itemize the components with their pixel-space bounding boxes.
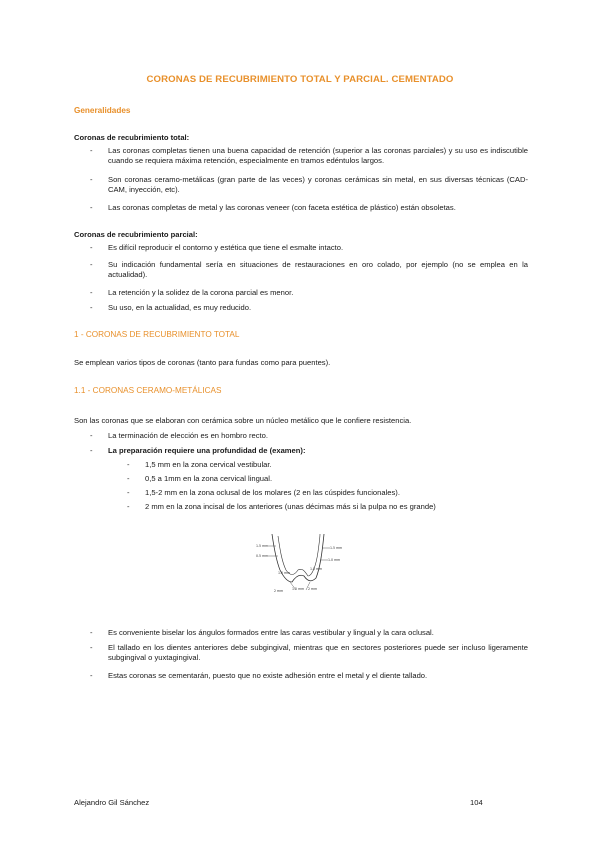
total-item-1: Las coronas completas tienen una buena capacidad de retención (superior a las coronas parciales) y su uso es indiscutible cuando se requiera máxima retención, especialmente en tramos edéntulos largos.: [108, 146, 528, 165]
diagram-label: 1.5 mm: [310, 567, 323, 571]
bullet: -: [90, 243, 93, 252]
subitem-3: 1,5-2 mm en la zona oclusal de los molares (2 en las cúspides funcionales).: [145, 488, 400, 497]
total-heading: Coronas de recubrimiento total:: [74, 133, 190, 142]
section11-heading: 1.1 - CORONAS CERAMO-METÁLICAS: [74, 386, 222, 395]
tooth-preparation-diagram: [250, 530, 350, 600]
page-title: CORONAS DE RECUBRIMIENTO TOTAL Y PARCIAL. CEMENTADO: [146, 74, 454, 85]
section11-item-2: La preparación requiere una profundidad de (examen):: [108, 446, 306, 455]
bullet: -: [90, 288, 93, 297]
total-item-3: Las coronas completas de metal y las coronas veneer (con faceta estética de plástico) están obsoletas.: [108, 203, 456, 212]
bullet: -: [90, 146, 93, 155]
subitem-2: 0,5 a 1mm en la zona cervical lingual.: [145, 474, 273, 483]
parcial-item-3: La retención y la solidez de la corona parcial es menor.: [108, 288, 294, 297]
subitem-1: 1,5 mm en la zona cervical vestibular.: [145, 460, 272, 469]
diagram-label: 0.5 mm: [256, 554, 269, 558]
bullet: -: [90, 303, 93, 312]
bullet: -: [90, 175, 93, 184]
subitem-4: 2 mm en la zona incisal de los anteriores (unas décimas más si la pulpa no es grande): [145, 502, 436, 511]
diagram-label: 2 mm: [274, 589, 284, 593]
bullet: -: [90, 203, 93, 212]
bullet: -: [90, 671, 93, 680]
diagram-label: 1.5 mm: [256, 544, 269, 548]
parcial-item-4: Su uso, en la actualidad, es muy reducido.: [108, 303, 252, 312]
footer-author: Alejandro Gil Sánchez: [74, 798, 150, 807]
bullet: -: [90, 446, 93, 455]
bullet: -: [90, 431, 93, 440]
total-item-2: Son coronas ceramo-metálicas (gran parte de las veces) y coronas cerámicas sin metal, en sus diversas técnicas (CAD-CAM, inyección, etc).: [108, 175, 528, 194]
diagram-label: 1.5 mm: [278, 571, 291, 575]
parcial-item-2: Su indicación fundamental sería en situaciones de restauraciones en oro colado, por ejemplo (no se emplea en la actualidad).: [108, 260, 528, 279]
section11-intro: Son las coronas que se elaboran con cerámica sobre un núcleo metálico que le confiere resistencia.: [74, 416, 412, 425]
generalidades-heading: Generalidades: [74, 106, 131, 115]
after-item-3: Estas coronas se cementarán, puesto que no existe adhesión entre el metal y el diente tallado.: [108, 671, 428, 680]
section11-item-1: La terminación de elección es en hombro recto.: [108, 431, 268, 440]
parcial-item-1: Es difícil reproducir el contorno y estética que tiene el esmalte intacto.: [108, 243, 344, 252]
bullet: -: [90, 643, 93, 652]
bullet: -: [90, 628, 93, 637]
after-item-2: El tallado en los dientes anteriores debe subgingival, mientras que en sectores posteriores puede ser incluso ligeramente subgingival o yuxtagingival.: [108, 643, 528, 662]
section1-text: Se emplean varios tipos de coronas (tanto para fundas como para puentes).: [74, 358, 331, 367]
parcial-heading: Coronas de recubrimiento parcial:: [74, 230, 198, 239]
bullet: -: [127, 460, 130, 469]
diagram-label: 1.5 mm: [330, 546, 343, 550]
bullet: -: [127, 488, 130, 497]
diagram-label: 1.5 mm: [292, 587, 305, 591]
bullet: -: [90, 260, 93, 269]
diagram-label: 1.0 mm: [328, 558, 341, 562]
bullet: -: [127, 502, 130, 511]
after-item-1: Es conveniente biselar los ángulos formados entre las caras vestibular y lingual y la cara oclusal.: [108, 628, 434, 637]
bullet: -: [127, 474, 130, 483]
section1-heading: 1 - CORONAS DE RECUBRIMIENTO TOTAL: [74, 330, 240, 339]
page-number: 104: [470, 798, 483, 807]
diagram-label: 2 mm: [308, 587, 318, 591]
